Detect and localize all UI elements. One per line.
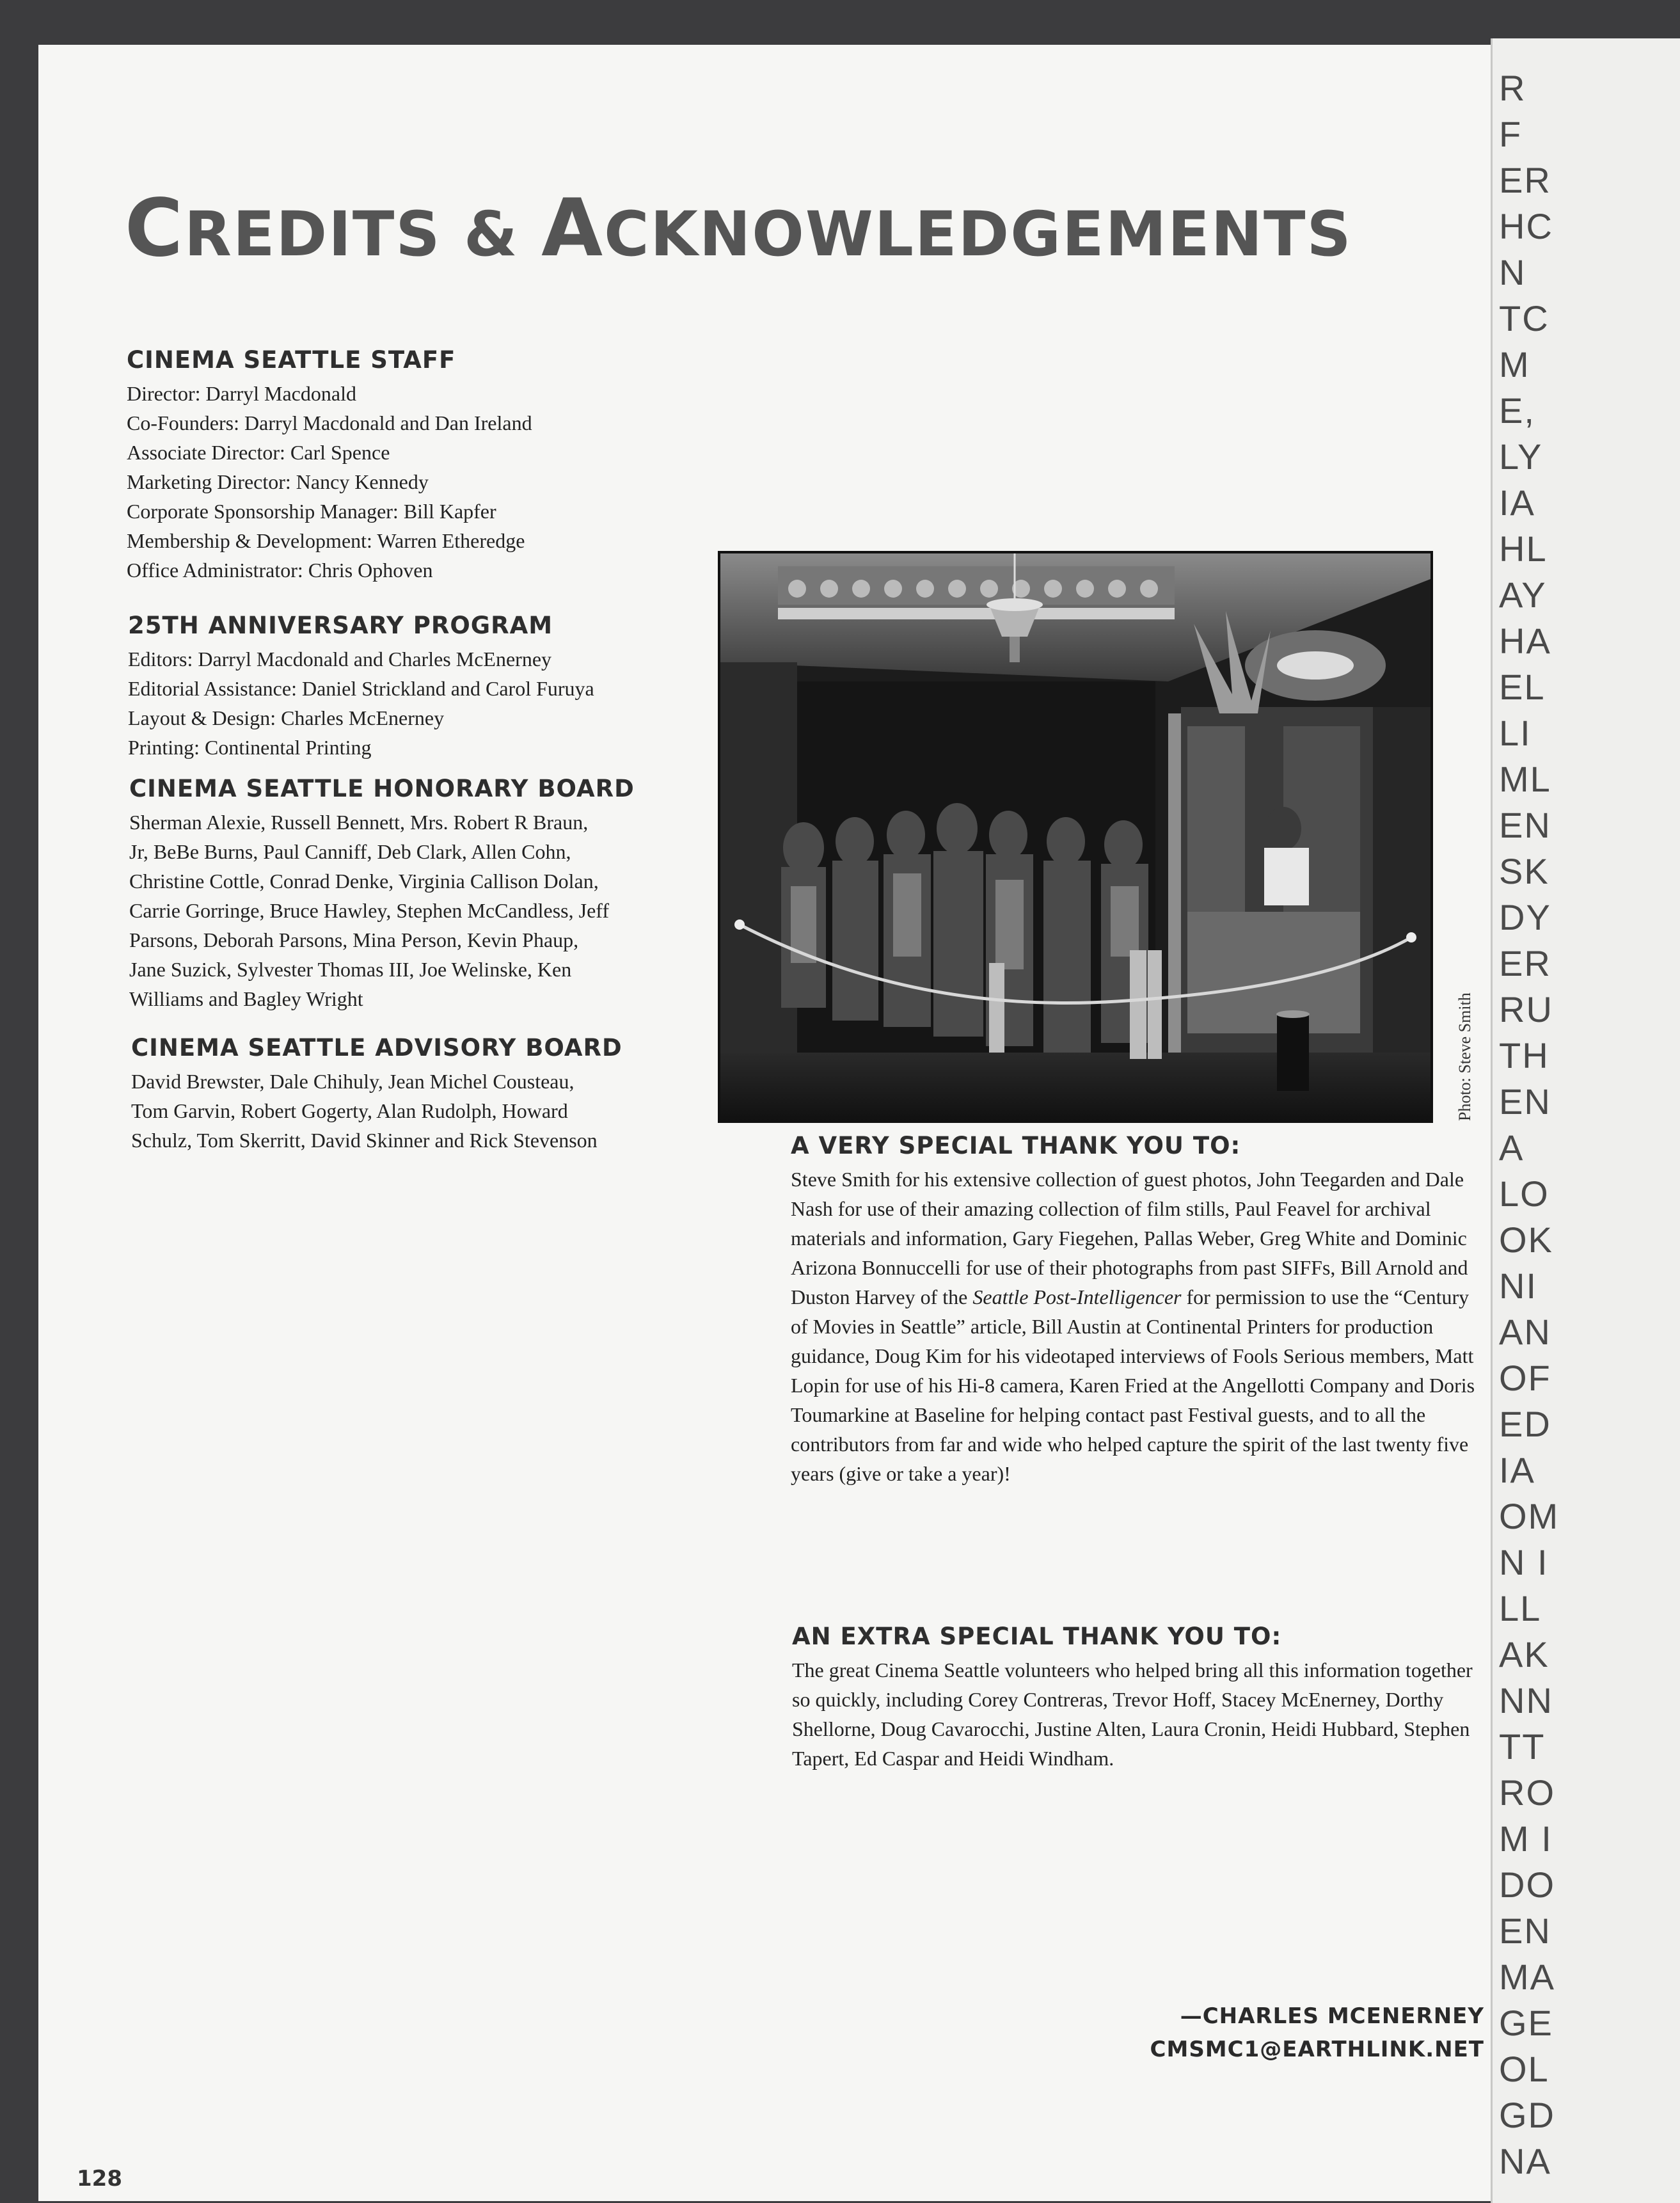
next-page-text-fragment: IA [1499, 1450, 1535, 1490]
next-page-text-fragment: E, [1499, 390, 1535, 431]
next-page-text-fragment: ML [1499, 759, 1551, 799]
newspaper-name: Seattle Post-Intelligencer [972, 1285, 1182, 1308]
staff-line: Associate Director: Carl Spence [127, 441, 390, 464]
advisory-line: Schulz, Tom Skerritt, David Skinner and Rick Stevenson [131, 1129, 598, 1152]
honorary-line: Williams and Bagley Wright [129, 987, 363, 1010]
thanks-paragraph: Steve Smith for his extensive collection of guest photos, John Teegarden and Dale Nash for use of their amazing collection of film stills, Paul Feavel for archival materials and information, Gary Fiegehen, Pallas Weber, Greg White and Dominic Arizona Bonnuccelli for use of their photographs from past SIFFs, Bill Arnold and Duston Harvey of the Seattle Post-Intelligencer for permission to use the “Century of Movies in Seattle” article, Bill Austin at Continental Printers for production guidance, Doug Kim for his videotaped interviews of Fools Serious members, Matt Lopin for use of his Hi-8 camera, Karen Fried at the Angellotti Company and Doris Toumarkine at Baseline for helping contact past Festival guests, and to all the contributors from far and wide who helped capture the spirit of the last twenty five years (give or take a year)! [791, 1168, 1475, 1485]
next-page-text-fragment: F [1499, 114, 1523, 154]
next-page-text-fragment: DO [1499, 1865, 1555, 1905]
program-page [38, 45, 1503, 2201]
program-line: Editors: Darryl Macdonald and Charles McEnerney [128, 648, 552, 671]
next-page-text-fragment: M [1499, 344, 1530, 385]
staff-line: Corporate Sponsorship Manager: Bill Kapfer [127, 500, 496, 523]
honorary-line: Jr, BeBe Burns, Paul Canniff, Deb Clark, Allen Cohn, [129, 840, 571, 863]
next-page-text-fragment: HC [1499, 206, 1553, 246]
program-line: Layout & Design: Charles McEnerney [128, 706, 445, 729]
next-page-text-fragment: NN [1499, 1680, 1553, 1721]
next-page-text-fragment: LI [1499, 713, 1532, 753]
next-page-text-fragment: NI [1499, 1266, 1537, 1306]
next-page-text-fragment: M I [1499, 1818, 1553, 1859]
honorary-line: Christine Cottle, Conrad Denke, Virginia Callison Dolan, [129, 870, 599, 893]
next-page-text-fragment: AY [1499, 575, 1547, 615]
next-page-text-fragment: TC [1499, 298, 1549, 338]
page-number: 128 [77, 2166, 122, 2191]
next-page-text-fragment: NA [1499, 2141, 1551, 2181]
next-page-text-fragment: DY [1499, 897, 1551, 937]
next-page-text-fragment: ED [1499, 1404, 1551, 1444]
next-page-text-fragment: N [1499, 252, 1526, 292]
honorary-line: Jane Suzick, Sylvester Thomas III, Joe Welinske, Ken [129, 958, 572, 981]
next-page-text-fragment: OM [1499, 1496, 1560, 1536]
next-page-text-fragment: TT [1499, 1726, 1546, 1767]
next-page-text-fragment: HL [1499, 529, 1548, 569]
next-page-text-fragment: LY [1499, 436, 1543, 477]
next-page-text-fragment: AN [1499, 1312, 1551, 1352]
honorary-section [129, 774, 635, 1014]
next-page-text-fragment: OF [1499, 1358, 1551, 1398]
next-page-text-fragment: TH [1499, 1035, 1549, 1076]
next-page-text-fragment: AK [1499, 1634, 1549, 1674]
next-page-text-fragment: A [1499, 1127, 1525, 1168]
next-page-text-fragment: RO [1499, 1772, 1555, 1813]
extra-thanks-heading: AN EXTRA SPECIAL THANK YOU TO: [792, 1623, 1282, 1650]
next-page-text-fragment: MA [1499, 1957, 1555, 1997]
adjacent-page-edge [1491, 38, 1680, 2203]
signature-name: —CHARLES MCENERNEY [1180, 2003, 1484, 2029]
next-page-text-fragment: GD [1499, 2095, 1555, 2135]
extra-thanks-paragraph: The great Cinema Seattle volunteers who helped bring all this information together so quickly, including Corey Contreras, Trevor Hoff, Stacey McEnerney, Dorthy Shellorne, Doug Cavarocchi, Justine Alten, Laura Cronin, Heidi Hubbard, Stephen Tapert, Ed Caspar and Heidi Windham. [792, 1658, 1473, 1770]
signature-email: CMSMC1@EARTHLINK.NET [1150, 2037, 1484, 2062]
advisory-heading: CINEMA SEATTLE ADVISORY BOARD [131, 1034, 622, 1062]
next-page-text-fragment: ER [1499, 160, 1551, 200]
next-page-text-fragment: LO [1499, 1173, 1549, 1214]
staff-section [127, 346, 532, 585]
photo-illustration [720, 553, 1430, 1120]
theater-lobby-photo [718, 551, 1433, 1123]
signature-block [1150, 2000, 1484, 2066]
honorary-line: Carrie Gorringe, Bruce Hawley, Stephen McCandless, Jeff [129, 899, 609, 922]
program-section [128, 611, 594, 762]
advisory-section [131, 1033, 622, 1155]
honorary-line: Sherman Alexie, Russell Bennett, Mrs. Robert R Braun, [129, 811, 589, 834]
thanks-section [791, 1131, 1488, 1488]
advisory-line: David Brewster, Dale Chihuly, Jean Michel Cousteau, [131, 1070, 575, 1093]
honorary-heading: CINEMA SEATTLE HONORARY BOARD [129, 775, 635, 802]
next-page-text-fragment: HA [1499, 621, 1551, 661]
next-page-text-fragment: IA [1499, 482, 1535, 523]
next-page-text-fragment: SK [1499, 851, 1549, 891]
next-page-text-fragment: EL [1499, 667, 1546, 707]
photo-credit: Photo: Steve Smith [1455, 992, 1474, 1121]
staff-line: Director: Darryl Macdonald [127, 382, 356, 405]
next-page-text-fragment: ER [1499, 943, 1551, 983]
advisory-line: Tom Garvin, Robert Gogerty, Alan Rudolph, Howard [131, 1099, 568, 1122]
next-page-text-fragment: LL [1499, 1588, 1542, 1628]
staff-line: Co-Founders: Darryl Macdonald and Dan Ireland [127, 411, 532, 434]
thanks-heading: A VERY SPECIAL THANK YOU TO: [791, 1132, 1241, 1159]
program-line: Printing: Continental Printing [128, 736, 372, 759]
next-page-text-fragment: N I [1499, 1542, 1549, 1582]
next-page-text-fragment: RU [1499, 989, 1553, 1030]
staff-line: Membership & Development: Warren Etheredge [127, 529, 525, 552]
staff-heading: CINEMA SEATTLE STAFF [127, 346, 456, 374]
honorary-line: Parsons, Deborah Parsons, Mina Person, Kevin Phaup, [129, 928, 579, 951]
next-page-text-fragment: OL [1499, 2049, 1549, 2089]
program-heading: 25TH ANNIVERSARY PROGRAM [128, 612, 553, 639]
staff-line: Office Administrator: Chris Ophoven [127, 559, 433, 582]
next-page-text-fragment: GE [1499, 2003, 1553, 2043]
staff-line: Marketing Director: Nancy Kennedy [127, 470, 429, 493]
page-title: CREDITS & ACKNOWLEDGEMENTS [125, 182, 1352, 274]
program-line: Editorial Assistance: Daniel Strickland and Carol Furuya [128, 677, 594, 700]
extra-thanks-section [792, 1622, 1489, 1773]
next-page-text-fragment: EN [1499, 1911, 1551, 1951]
next-page-text-fragment: EN [1499, 1081, 1551, 1122]
next-page-text-fragment: OK [1499, 1220, 1553, 1260]
next-page-text-fragment: EN [1499, 805, 1551, 845]
next-page-text-fragment: R [1499, 68, 1526, 108]
